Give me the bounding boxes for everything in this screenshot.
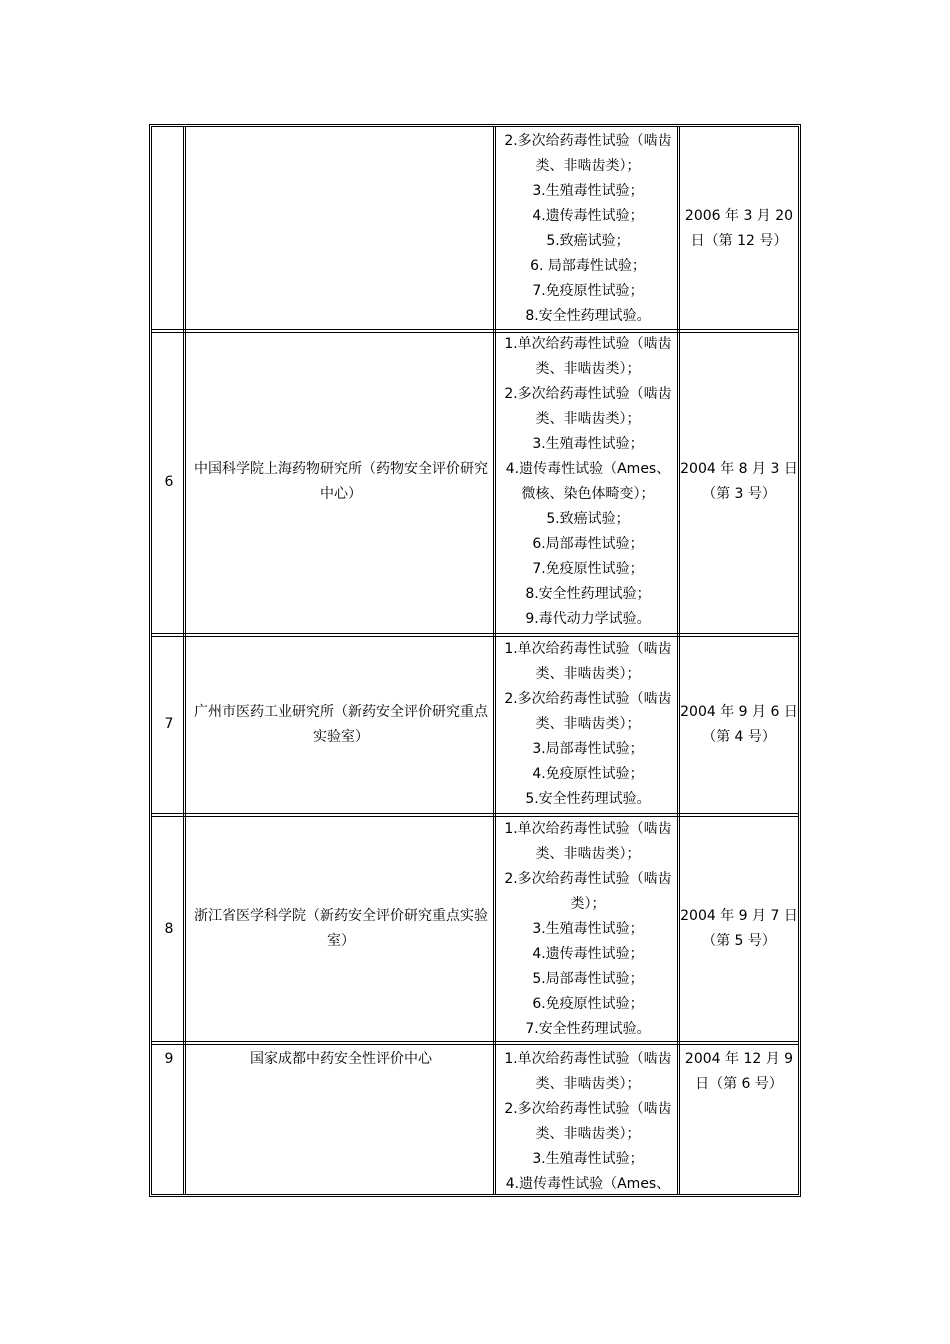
test-items: 1.单次给药毒性试验（啮齿 类、非啮齿类）； 2.多次给药毒性试验（啮齿 类、非啮齿类）； 3.生殖毒性试验； 4.遗传毒性试验（Ames、	[504, 1051, 672, 1192]
table-row	[152, 817, 798, 1041]
institution-name	[186, 127, 496, 330]
table-row	[152, 1045, 798, 1194]
approval-date: 2004 年 8 月 3 日 （第 3 号）	[680, 461, 798, 502]
institution-name: 浙江省医学科学院（新药安全评价研究重点实验 室）	[194, 908, 488, 949]
row-number: 8	[164, 920, 174, 937]
institution-name: 广州市医药工业研究所（新药安全评价研究重点 实验室）	[194, 703, 488, 745]
row-number: 9	[164, 1051, 174, 1067]
column-divider	[183, 127, 186, 1194]
column-divider	[493, 127, 496, 1194]
institutions-table	[149, 124, 801, 1197]
column-divider	[677, 127, 680, 1194]
test-items: 1.单次给药毒性试验（啮齿 类、非啮齿类）； 2.多次给药毒性试验（啮齿 类、非啮齿类）； 3.生殖毒性试验； 4.遗传毒性试验（Ames、 微核、染色体畸变）； 5.致癌试验； 6.局部毒性试验； 7.免疫原性试验； 8.安全性药理试验； 9.毒代动力学试验。	[504, 336, 672, 627]
table-row	[152, 333, 798, 631]
institution-name: 国家成都中药安全性评价中心	[250, 1051, 432, 1067]
test-items: 2.多次给药毒性试验（啮齿 类、非啮齿类）； 3.生殖毒性试验； 4.遗传毒性试验； 5.致癌试验； 6. 局部毒性试验； 7.免疫原性试验； 8.安全性药理试验。	[504, 132, 672, 324]
table-row	[152, 127, 798, 330]
approval-date: 2004 年 12 月 9 日（第 6 号）	[684, 1051, 794, 1092]
row-number: 7	[164, 716, 174, 732]
row-number	[152, 127, 186, 330]
row-number: 6	[164, 473, 174, 490]
approval-date: 2004 年 9 月 6 日 （第 4 号）	[680, 703, 798, 745]
test-items: 1.单次给药毒性试验（啮齿 类、非啮齿类）； 2.多次给药毒性试验（啮齿 类）； 3.生殖毒性试验； 4.遗传毒性试验； 5.局部毒性试验； 6.免疫原性试验； 7.安全性药理试验。	[504, 820, 672, 1037]
table-row	[152, 637, 798, 812]
approval-date: 2004 年 9 月 7 日 （第 5 号）	[680, 908, 798, 949]
institution-name: 中国科学院上海药物研究所（药物安全评价研究 中心）	[194, 461, 488, 502]
approval-date: 2006 年 3 月 20 日（第 12 号）	[684, 207, 794, 249]
test-items: 1.单次给药毒性试验（啮齿 类、非啮齿类）； 2.多次给药毒性试验（啮齿 类、非啮齿类）； 3.局部毒性试验； 4.免疫原性试验； 5.安全性药理试验。	[504, 641, 672, 807]
